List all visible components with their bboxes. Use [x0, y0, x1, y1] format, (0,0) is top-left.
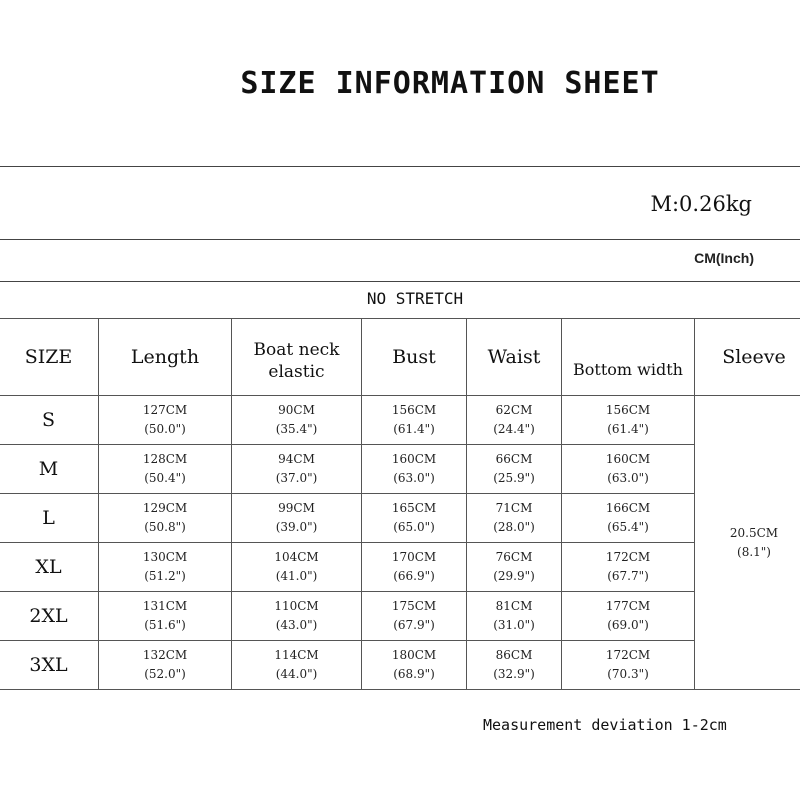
size-cell: 2XL	[0, 592, 99, 641]
length-cell	[99, 641, 232, 690]
page-title: SIZE INFORMATION SHEET	[240, 66, 660, 101]
bust-cell	[362, 445, 467, 494]
table-header-row	[0, 319, 800, 396]
waist-cell	[467, 543, 562, 592]
bust-cm: 175CM	[391, 599, 437, 613]
bust-inch: (63.0")	[393, 471, 435, 485]
neck-cell	[232, 396, 362, 445]
waist-inch: (25.9")	[493, 471, 535, 485]
bottom-cell	[562, 592, 695, 641]
divider-unit	[0, 281, 800, 282]
bottom-cm: 156CM	[605, 403, 651, 417]
length-inch: (50.4")	[144, 471, 186, 485]
sleeve-cell	[695, 396, 800, 690]
length-cell	[99, 445, 232, 494]
table-row	[0, 494, 800, 543]
bust-cell	[362, 641, 467, 690]
length-cm: 131CM	[142, 599, 188, 613]
bust-inch: (65.0")	[393, 520, 435, 534]
waist-cm: 62CM	[495, 403, 533, 417]
table-row	[0, 641, 800, 690]
neck-cm: 94CM	[278, 452, 315, 466]
table-row	[0, 445, 800, 494]
size-table	[0, 318, 800, 690]
neck-cell	[232, 543, 362, 592]
neck-inch: (37.0")	[275, 471, 318, 485]
bust-cm: 160CM	[391, 452, 437, 466]
header-bust: Bust	[362, 319, 467, 396]
bust-inch: (67.9")	[393, 618, 435, 632]
length-inch: (51.6")	[144, 618, 186, 632]
unit-label: CM(Inch)	[694, 250, 754, 266]
bottom-inch: (67.7")	[607, 569, 649, 583]
neck-cm: 104CM	[274, 550, 319, 564]
bottom-inch: (65.4")	[607, 520, 649, 534]
weight-label: M:0.26kg	[650, 192, 752, 216]
divider-top	[0, 166, 800, 167]
size-cell: XL	[0, 543, 99, 592]
bust-cell	[362, 543, 467, 592]
bottom-cm: 160CM	[605, 452, 651, 466]
bust-inch: (61.4")	[393, 422, 435, 436]
measurement-note: Measurement deviation 1-2cm	[483, 716, 727, 734]
neck-cm: 99CM	[278, 501, 315, 515]
length-inch: (51.2")	[144, 569, 186, 583]
neck-cell	[232, 641, 362, 690]
length-inch: (52.0")	[144, 667, 186, 681]
bottom-cm: 172CM	[605, 550, 651, 564]
length-cm: 128CM	[142, 452, 188, 466]
waist-inch: (32.9")	[493, 667, 535, 681]
bottom-cell	[562, 641, 695, 690]
bottom-cell	[562, 543, 695, 592]
table-row	[0, 592, 800, 641]
bust-cell	[362, 396, 467, 445]
bottom-cell	[562, 445, 695, 494]
length-inch: (50.8")	[144, 520, 186, 534]
header-size: SIZE	[0, 319, 99, 396]
waist-cm: 71CM	[495, 501, 533, 515]
waist-cell	[467, 641, 562, 690]
length-cm: 129CM	[142, 501, 188, 515]
waist-cell	[467, 592, 562, 641]
table-row	[0, 396, 800, 445]
neck-cell	[232, 445, 362, 494]
length-cm: 130CM	[142, 550, 188, 564]
bottom-inch: (70.3")	[607, 667, 649, 681]
length-cell	[99, 396, 232, 445]
header-length: Length	[99, 319, 232, 396]
waist-cm: 66CM	[495, 452, 533, 466]
bottom-cell	[562, 396, 695, 445]
length-cm: 127CM	[142, 403, 188, 417]
neck-inch: (43.0")	[275, 618, 318, 632]
waist-cm: 86CM	[495, 648, 533, 662]
header-boat-neck-line2: elastic	[268, 362, 325, 382]
bottom-cm: 172CM	[605, 648, 651, 662]
length-cell	[99, 494, 232, 543]
header-bottom-width: Bottom width	[562, 319, 695, 396]
waist-inch: (24.4")	[493, 422, 535, 436]
divider-weight	[0, 239, 800, 240]
size-cell: 3XL	[0, 641, 99, 690]
waist-cell	[467, 396, 562, 445]
waist-inch: (29.9")	[493, 569, 535, 583]
bottom-inch: (61.4")	[607, 422, 649, 436]
waist-inch: (31.0")	[493, 618, 535, 632]
bottom-cm: 166CM	[605, 501, 651, 515]
neck-inch: (35.4")	[275, 422, 318, 436]
size-cell: M	[0, 445, 99, 494]
waist-cell	[467, 445, 562, 494]
neck-cm: 110CM	[274, 599, 319, 613]
bust-cm: 170CM	[391, 550, 437, 564]
neck-cell	[232, 494, 362, 543]
header-waist: Waist	[467, 319, 562, 396]
waist-cm: 81CM	[495, 599, 533, 613]
waist-cm: 76CM	[495, 550, 533, 564]
bust-cell	[362, 592, 467, 641]
bottom-inch: (69.0")	[607, 618, 649, 632]
neck-inch: (39.0")	[275, 520, 318, 534]
neck-inch: (41.0")	[275, 569, 318, 583]
bust-cm: 165CM	[391, 501, 437, 515]
neck-cm: 114CM	[274, 648, 319, 662]
length-cm: 132CM	[142, 648, 188, 662]
table-row	[0, 543, 800, 592]
size-cell: L	[0, 494, 99, 543]
header-sleeve: Sleeve	[695, 319, 800, 396]
header-boat-neck-line1: Boat neck	[253, 340, 340, 360]
size-cell: S	[0, 396, 99, 445]
bottom-cm: 177CM	[605, 599, 651, 613]
length-inch: (50.0")	[144, 422, 186, 436]
bust-cell	[362, 494, 467, 543]
length-cell	[99, 543, 232, 592]
waist-cell	[467, 494, 562, 543]
bust-inch: (66.9")	[393, 569, 435, 583]
sleeve-cm: 20.5CM	[729, 525, 779, 540]
neck-inch: (44.0")	[275, 667, 318, 681]
neck-cell	[232, 592, 362, 641]
stretch-label: NO STRETCH	[366, 289, 464, 308]
bust-cm: 156CM	[391, 403, 437, 417]
waist-inch: (28.0")	[493, 520, 535, 534]
sleeve-inch: (8.1")	[737, 544, 771, 559]
bottom-cell	[562, 494, 695, 543]
bottom-inch: (63.0")	[607, 471, 649, 485]
bust-inch: (68.9")	[393, 667, 435, 681]
bust-cm: 180CM	[391, 648, 437, 662]
header-boat-neck	[232, 319, 362, 396]
length-cell	[99, 592, 232, 641]
neck-cm: 90CM	[278, 403, 315, 417]
